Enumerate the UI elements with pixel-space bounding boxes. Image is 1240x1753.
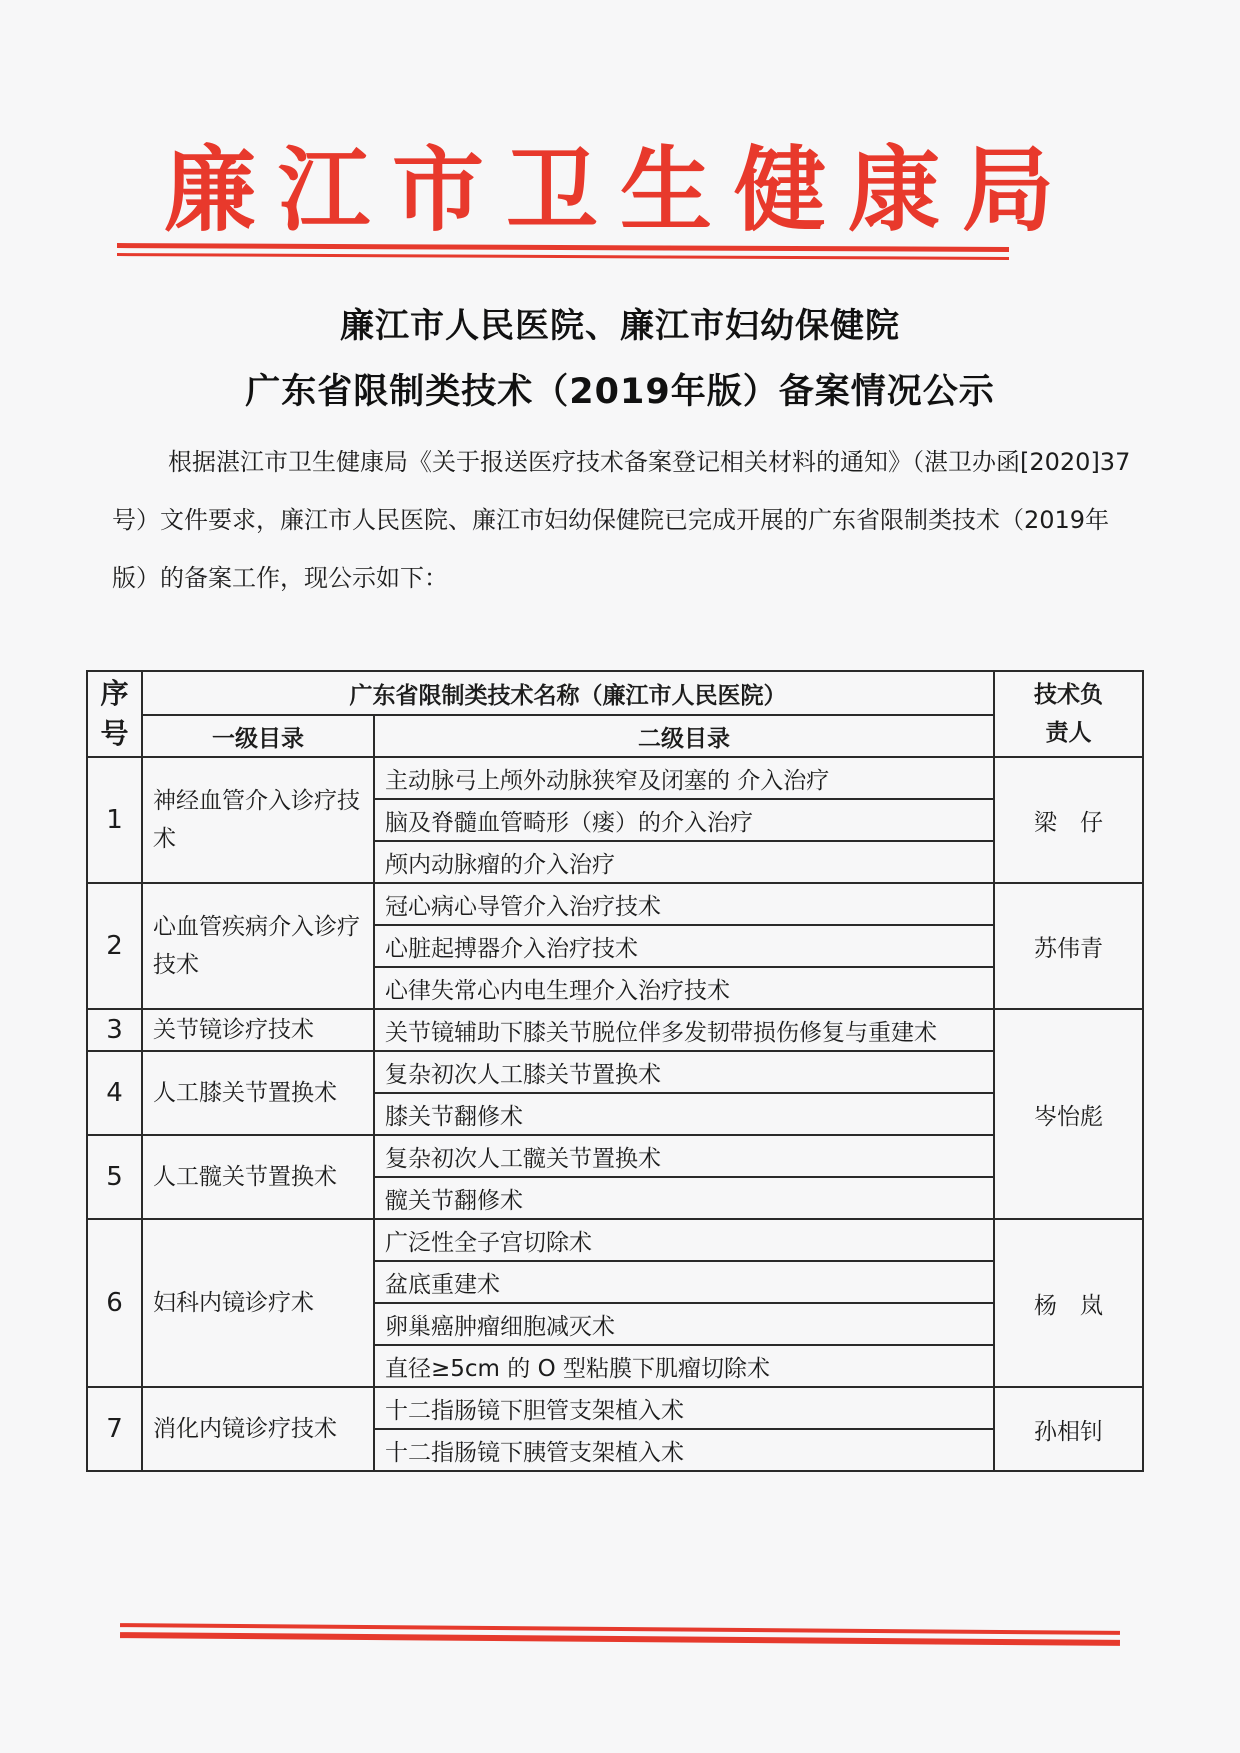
row-owner: 杨 岚 xyxy=(994,1219,1143,1387)
row-owner: 梁 仔 xyxy=(994,757,1143,883)
table-row xyxy=(87,1219,1143,1261)
row-seq: 6 xyxy=(87,1219,142,1387)
row-level1: 心血管疾病介入诊疗技术 xyxy=(142,883,374,1009)
row-level2: 盆底重建术 xyxy=(374,1261,994,1303)
header-seq xyxy=(87,671,142,757)
row-level2: 十二指肠镜下胰管支架植入术 xyxy=(374,1429,994,1471)
row-level2: 心脏起搏器介入治疗技术 xyxy=(374,925,994,967)
notice-title-line1: 廉江市人民医院、廉江市妇幼保健院 xyxy=(340,306,900,346)
row-level1: 消化内镜诊疗技术 xyxy=(142,1387,374,1471)
table-row xyxy=(87,883,1143,925)
header-owner xyxy=(994,671,1143,757)
letterhead-org-name: 廉江市卫生健康局 xyxy=(163,136,1076,244)
row-level1: 人工髋关节置换术 xyxy=(142,1135,374,1219)
table-row xyxy=(87,1135,1143,1177)
row-owner: 孙相钊 xyxy=(994,1387,1143,1471)
row-level1: 人工膝关节置换术 xyxy=(142,1051,374,1135)
row-level2: 主动脉弓上颅外动脉狭窄及闭塞的 介入治疗 xyxy=(374,757,994,799)
row-level2: 关节镜辅助下膝关节脱位伴多发韧带损伤修复与重建术 xyxy=(374,1009,994,1051)
row-seq: 1 xyxy=(87,757,142,883)
row-level2: 脑及脊髓血管畸形（瘘）的介入治疗 xyxy=(374,799,994,841)
row-level2: 复杂初次人工髋关节置换术 xyxy=(374,1135,994,1177)
header-owner-label: 技术负责人 xyxy=(1034,682,1103,746)
table-row xyxy=(87,1009,1143,1051)
row-level2: 十二指肠镜下胆管支架植入术 xyxy=(374,1387,994,1429)
row-level2: 冠心病心导管介入治疗技术 xyxy=(374,883,994,925)
notice-body-line3: 版）的备案工作，现公示如下： xyxy=(112,564,448,592)
row-level2: 颅内动脉瘤的介入治疗 xyxy=(374,841,994,883)
table-row xyxy=(87,757,1143,799)
restricted-tech-table xyxy=(86,670,1144,1472)
header-level2: 二级目录 xyxy=(374,715,994,757)
row-seq: 2 xyxy=(87,883,142,1009)
row-level2: 复杂初次人工膝关节置换术 xyxy=(374,1051,994,1093)
notice-body-line2: 号）文件要求，廉江市人民医院、廉江市妇幼保健院已完成开展的广东省限制类技术（2019年 xyxy=(112,506,1110,534)
row-level2: 心律失常心内电生理介入治疗技术 xyxy=(374,967,994,1009)
notice-title-line2: 广东省限制类技术（2019年版）备案情况公示 xyxy=(245,372,995,412)
letterhead-rule-bottom xyxy=(117,253,1009,260)
row-level1: 神经血管介入诊疗技术 xyxy=(142,757,374,883)
row-seq: 7 xyxy=(87,1387,142,1471)
notice-body-line1 xyxy=(112,433,1162,491)
row-level2: 广泛性全子宫切除术 xyxy=(374,1219,994,1261)
header-level1: 一级目录 xyxy=(142,715,374,757)
header-seq-label: 序号 xyxy=(100,677,129,750)
row-seq: 4 xyxy=(87,1051,142,1135)
row-level1: 妇科内镜诊疗术 xyxy=(142,1219,374,1387)
row-level2: 髋关节翻修术 xyxy=(374,1177,994,1219)
table-row xyxy=(87,1051,1143,1093)
row-level2: 膝关节翻修术 xyxy=(374,1093,994,1135)
body-text: 根据湛江市卫生健康局《关于报送医疗技术备案登记相关材料的通知》（湛卫办函[2020]37 xyxy=(168,448,1131,476)
notice-body xyxy=(112,433,1162,607)
table-row xyxy=(87,1387,1143,1429)
row-level1: 关节镜诊疗技术 xyxy=(142,1009,374,1051)
row-owner: 苏伟青 xyxy=(994,883,1143,1009)
row-level2: 卵巢癌肿瘤细胞减灭术 xyxy=(374,1303,994,1345)
row-owner: 岑怡彪 xyxy=(994,1009,1143,1219)
row-seq: 3 xyxy=(87,1009,142,1051)
row-level2: 直径≥5cm 的 O 型粘膜下肌瘤切除术 xyxy=(374,1345,994,1387)
footer-rule-bottom xyxy=(120,1632,1120,1646)
header-group: 广东省限制类技术名称（廉江市人民医院） xyxy=(142,671,994,715)
row-seq: 5 xyxy=(87,1135,142,1219)
